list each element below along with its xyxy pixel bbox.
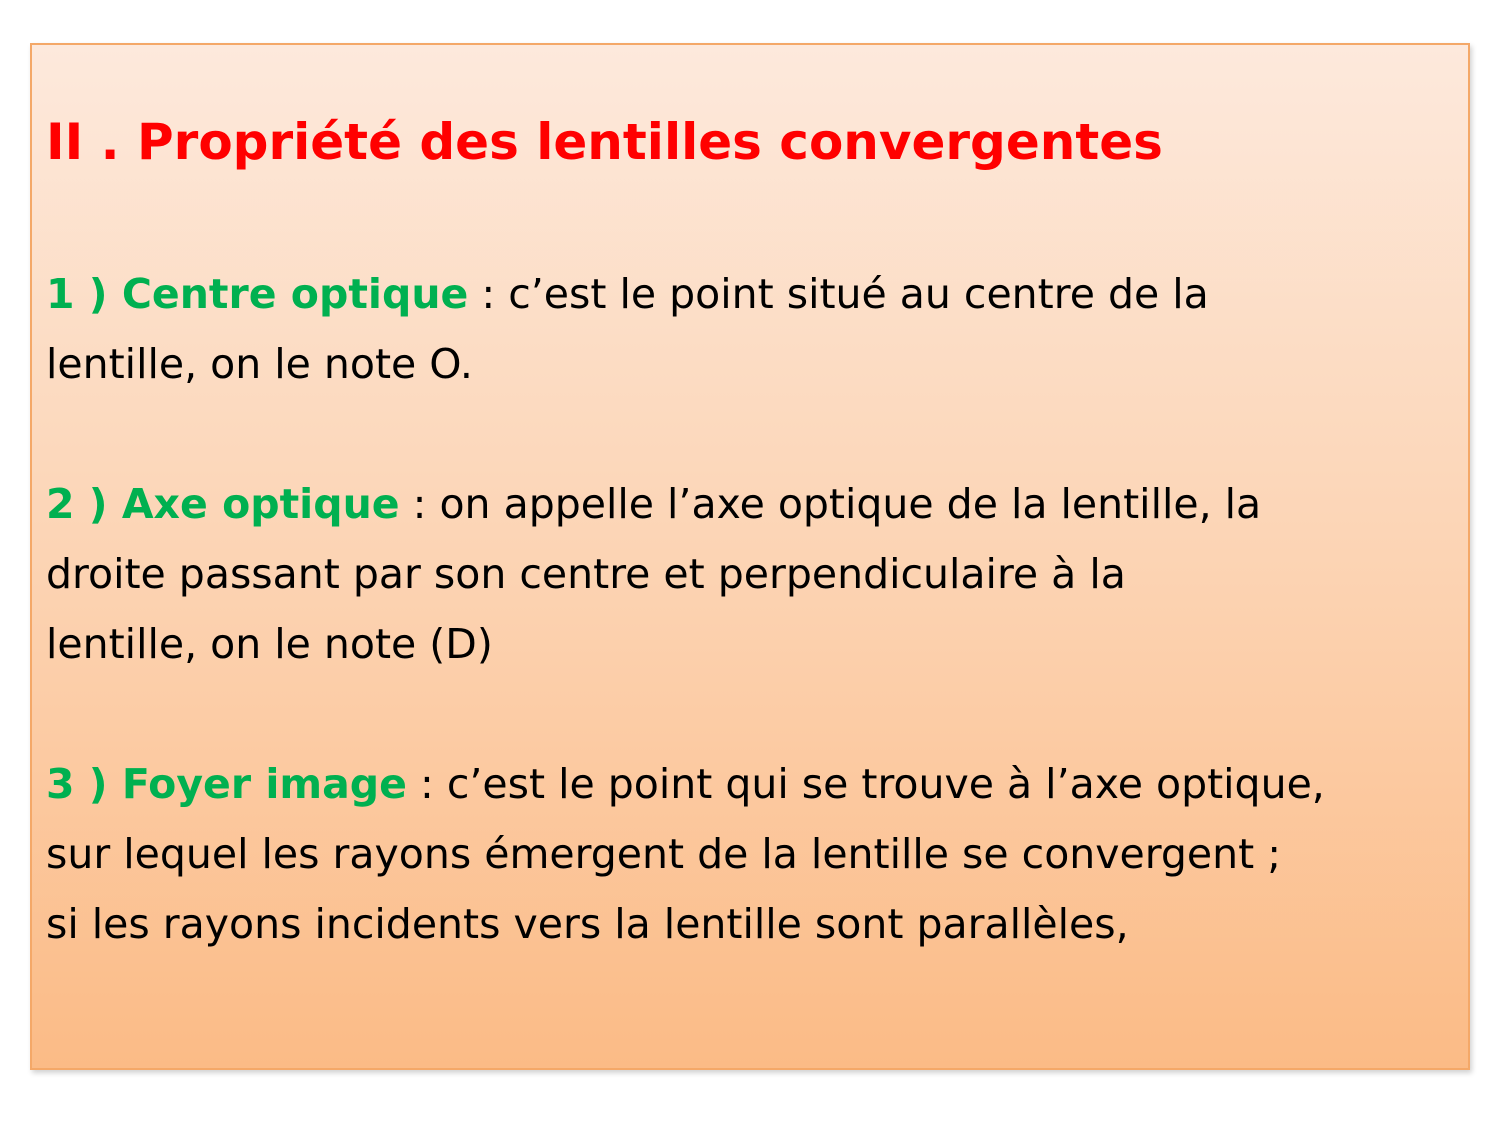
item-term: 2 ) Axe optique <box>46 480 400 528</box>
item-line: droite passant par son centre et perpendiculaire à la <box>46 550 1126 598</box>
item-text: : c’est le point qui se trouve à l’axe optique, <box>406 760 1325 808</box>
slide-box <box>30 43 1470 1070</box>
slide-title: II . Propriété des lentilles convergentes <box>46 113 1163 171</box>
slide-content <box>46 109 1466 959</box>
item-axe-optique <box>46 469 1466 679</box>
item-line: sur lequel les rayons émergent de la lentille se convergent ; <box>46 830 1282 878</box>
item-line: lentille, on le note (D) <box>46 620 493 668</box>
item-text: : on appelle l’axe optique de la lentille, la <box>399 480 1262 528</box>
item-line <box>46 749 1466 819</box>
item-text: : c’est le point situé au centre de la <box>468 270 1209 318</box>
item-line: lentille, on le note O. <box>46 340 473 388</box>
item-line: si les rayons incidents vers la lentille sont parallèles, <box>46 900 1129 948</box>
item-term: 1 ) Centre optique <box>46 270 469 318</box>
item-term: 3 ) Foyer image <box>46 760 407 808</box>
item-foyer-image <box>46 749 1466 959</box>
item-line <box>46 469 1466 539</box>
item-line <box>46 259 1466 329</box>
item-centre-optique <box>46 259 1466 399</box>
